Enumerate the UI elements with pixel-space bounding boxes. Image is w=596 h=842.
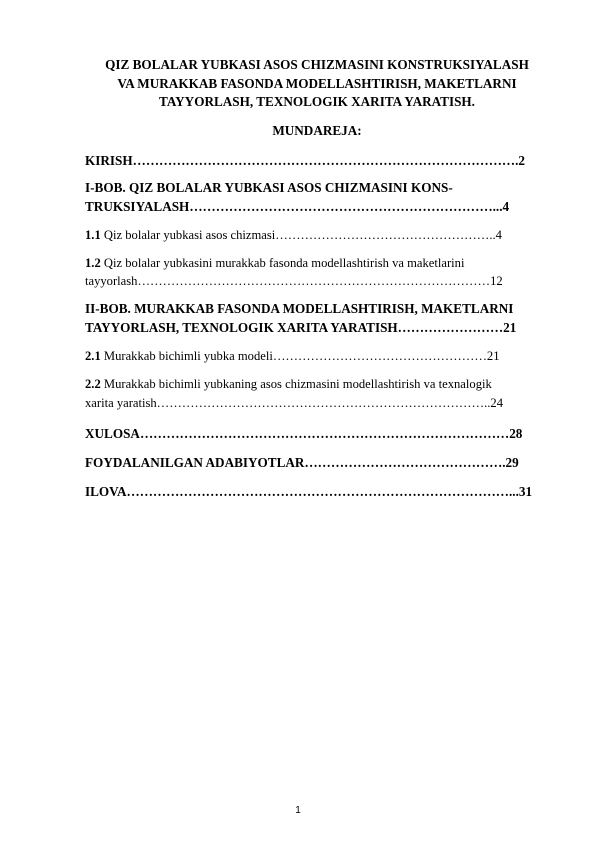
toc-entry-section-2-1 [85,347,552,366]
toc-entry-section-1-2-line-1 [85,254,552,273]
toc-entry-chapter-1-line-1: I-BOB. QIZ BOLALAR YUBKASI ASOS CHIZMASINI KONS- [85,180,453,195]
toc-entry-section-1-2-line-2: tayyorlash…………………………………………………………………………12 [85,274,503,288]
toc-entry-foydalanilgan-adabiyotlar: FOYDALANILGAN ADABIYOTLAR……………………………………….29 [85,455,519,470]
title-line-3: TAYYORLASH, TEXNOLOGIK XARITA YARATISH. [159,94,475,109]
section-number: 2.2 [85,377,101,391]
toc-entry-chapter-1-line-2: TRUKSIYALASH……………………………………………………………...4 [85,199,510,214]
toc-entry-section-2-2-line-2: xarita yaratish……………………………………………………………………..24 [85,396,504,410]
section-number: 1.2 [85,256,101,270]
section-number: 1.1 [85,228,101,242]
toc-entry-xulosa: XULOSA…………………………………………………………………………28 [85,426,523,441]
document-title [82,56,552,112]
toc-entry-chapter-2-line-2: TAYYORLASH, TEXNOLOGIK XARITA YARATISH……………………21 [85,320,517,335]
toc-entry-ilova: ILOVA……………………………………………………………………………...31 [85,484,533,499]
section-text: Qiz bolalar yubkasi asos chizmasi……………………………………………..4 [100,228,502,242]
page-number: 1 [295,805,301,816]
toc-entry-kirish: KIRISH…………………………………………………………………………….2 [85,153,525,168]
toc-entry-section-1-1 [85,226,552,245]
toc-entry-section-2-2-line-1 [85,375,552,394]
section-text: Qiz bolalar yubkasini murakkab fasonda modellashtirish va maketlarini [100,256,465,270]
contents-heading: MUNDAREJA: [272,123,362,138]
section-text: Murakkab bichimli yubka modeli……………………………………………21 [100,349,500,363]
title-line-2: VA MURAKKAB FASONDA MODELLASHTIRISH, MAKETLARNI [117,75,517,91]
section-text: Murakkab bichimli yubkaning asos chizmasini modellashtirish va texnalogik [100,377,492,391]
section-number: 2.1 [85,349,101,363]
title-line-1: QIZ BOLALAR YUBKASI ASOS CHIZMASINI KONSTRUKSIYALASH [105,57,529,72]
toc-entry-chapter-2-line-1: II-BOB. MURAKKAB FASONDA MODELLASHTIRISH, MAKETLARNI [85,301,514,316]
